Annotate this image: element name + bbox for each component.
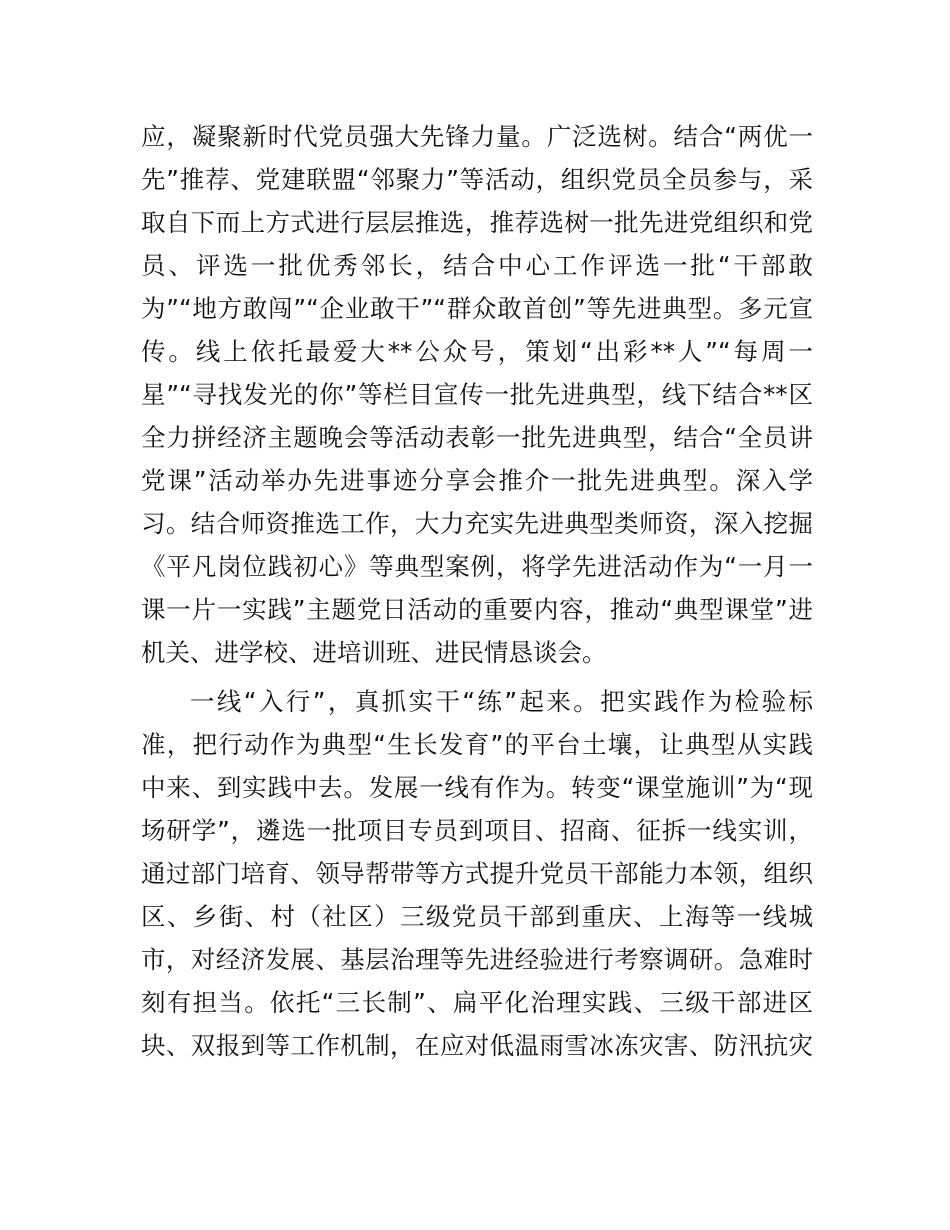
text-line: 中来、到实践中去。发展一线有作为。转变“课堂施训”为“现 (141, 773, 813, 802)
text-line: 习。结合师资推选工作，大力充实先进典型类师资，深入挖掘 (141, 509, 813, 538)
text-line: 为”“地方敢闯”“企业敢干”“群众敢首创”等先进典型。多元宣 (141, 294, 813, 323)
text-line: 星”“寻找发光的你”等栏目宣传一批先进典型，线下结合**区 (141, 380, 813, 409)
text-line: 刻有担当。依托“三长制”、扁平化治理实践、三级干部进区 (141, 988, 813, 1017)
text-line: 应，凝聚新时代党员强大先锋力量。广泛选树。结合“两优一 (141, 122, 813, 151)
text-line: 场研学”，遴选一批项目专员到项目、招商、征拆一线实训， (141, 816, 813, 845)
body-text (141, 115, 813, 1067)
text-line: 传。线上依托最爱大**公众号，策划“出彩**人”“每周一 (141, 337, 813, 366)
text-line: 区、乡街、村（社区）三级党员干部到重庆、上海等一线城 (141, 902, 813, 931)
text-line: 课一片一实践”主题党日活动的重要内容，推动“典型课堂”进 (141, 595, 813, 624)
text-line: 《平凡岗位践初心》等典型案例，将学先进活动作为“一月一 (141, 552, 813, 581)
text-line: 先”推荐、党建联盟“邻聚力”等活动，组织党员全员参与，采 (141, 165, 813, 194)
paragraph-1 (141, 115, 813, 674)
text-line: 取自下而上方式进行层层推选，推荐选树一批先进党组织和党 (141, 208, 813, 237)
text-line: 准，把行动作为典型“生长发育”的平台土壤，让典型从实践 (141, 730, 813, 759)
text-line: 员、评选一批优秀邻长，结合中心工作评选一批“干部敢 (141, 251, 813, 280)
text-line: 市，对经济发展、基层治理等先进经验进行考察调研。急难时 (141, 945, 813, 974)
paragraph-2 (141, 680, 813, 1067)
text-line: 全力拼经济主题晚会等活动表彰一批先进典型，结合“全员讲 (141, 423, 813, 452)
text-line: 块、双报到等工作机制，在应对低温雨雪冰冻灾害、防汛抗灾 (141, 1031, 813, 1060)
text-line: 一线“入行”，真抓实干“练”起来。把实践作为检验标 (190, 687, 813, 716)
text-line: 机关、进学校、进培训班、进民情恳谈会。 (141, 638, 607, 667)
text-line: 通过部门培育、领导帮带等方式提升党员干部能力本领，组织 (141, 859, 813, 888)
text-line: 党课”活动举办先进事迹分享会推介一批先进典型。深入学 (141, 466, 813, 495)
